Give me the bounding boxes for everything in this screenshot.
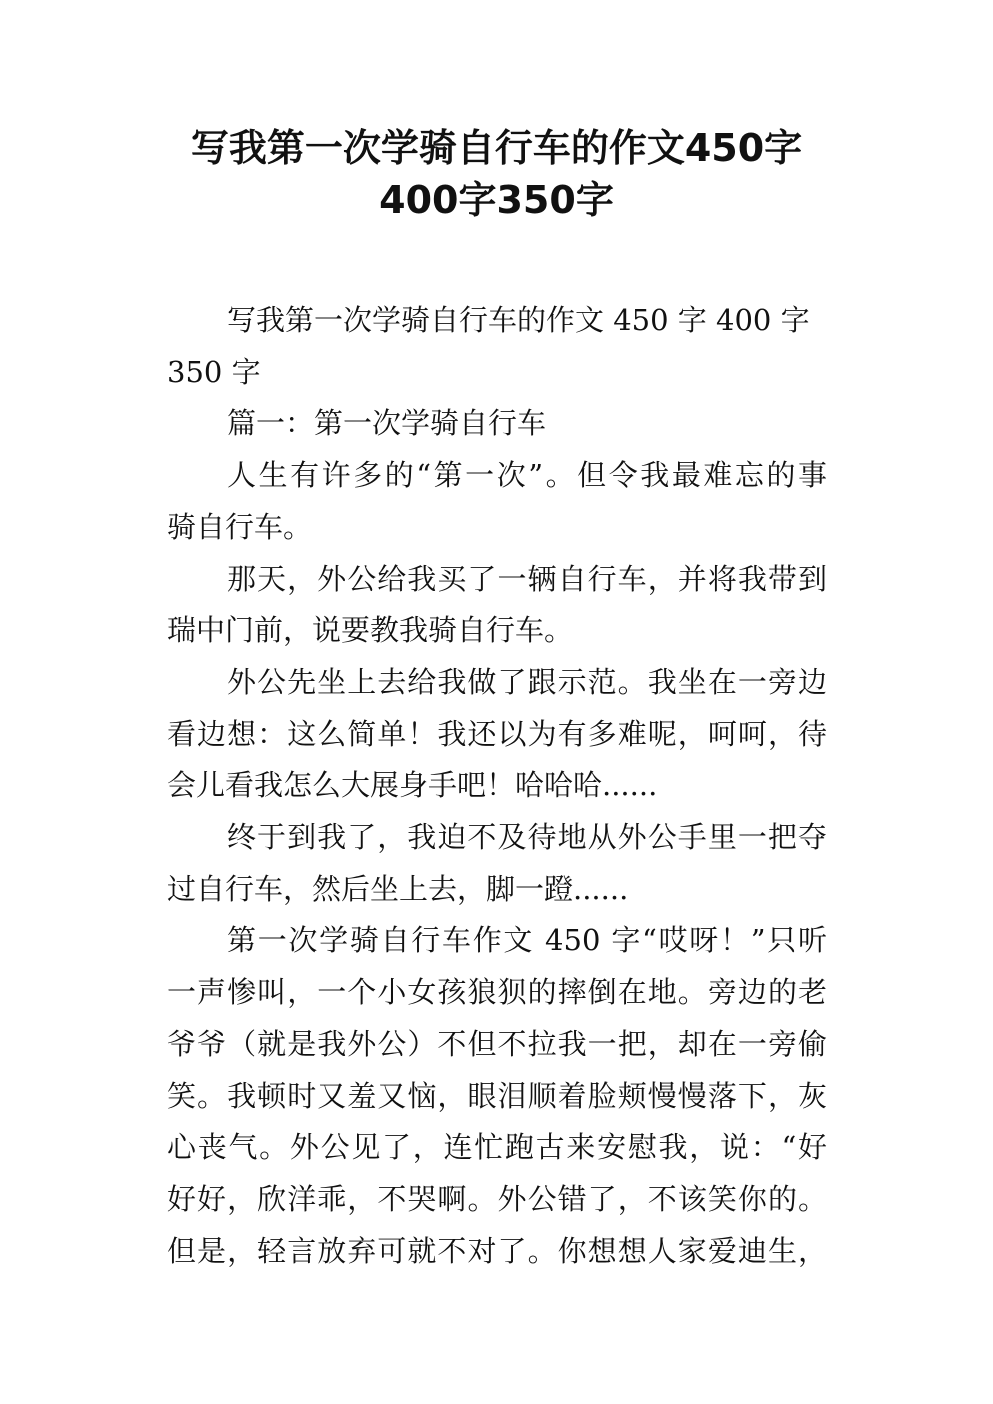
body-text-line: 第一次学骑自行车作文 450 字“哎呀！”只听	[227, 923, 827, 958]
body-text-line: 终于到我了，我迫不及待地从外公手里一把夺	[227, 820, 827, 854]
body-text-line: 笑。我顿时又羞又恼，眼泪顺着脸颊慢慢落下，灰	[167, 1078, 827, 1113]
body-text-line: 那天，外公给我买了一辆自行车，并将我带到	[227, 561, 827, 596]
body-text-line: 写我第一次学骑自行车的作文 450 字 400 字	[227, 303, 810, 337]
document-title-line-1: 写我第一次学骑自行车的作文450字	[190, 126, 803, 170]
body-text-line: 一声惨叫，一个小女孩狼狈的摔倒在地。旁边的老	[167, 975, 827, 1010]
body-text-line: 350 字	[167, 354, 261, 389]
body-text-line: 但是，轻言放弃可就不对了。你想想人家爱迪生，	[167, 1233, 827, 1268]
body-text-line: 看边想：这么简单！我还以为有多难呢，呵呵，待	[167, 716, 827, 751]
body-text-line: 过自行车，然后坐上去，脚一蹬......	[167, 871, 629, 906]
body-text-line: 骑自行车。	[167, 509, 313, 544]
body-text-line: 瑞中门前，说要教我骑自行车。	[167, 613, 574, 648]
body-text-line: 人生有许多的“第一次”。但令我最难忘的事	[227, 458, 827, 493]
body-text-line: 好好，欣洋乖，不哭啊。外公错了，不该笑你的。	[167, 1181, 827, 1216]
body-text-line: 会儿看我怎么大展身手吧！哈哈哈......	[167, 768, 658, 803]
body-text-line: 篇一：第一次学骑自行车	[227, 406, 547, 441]
body-text-line: 外公先坐上去给我做了跟示范。我坐在一旁边	[227, 664, 827, 699]
body-text-line: 心丧气。外公见了，连忙跑古来安慰我，说：“好	[167, 1130, 827, 1165]
body-text-line: 爷爷（就是我外公）不但不拉我一把，却在一旁偷	[167, 1026, 827, 1061]
document-title-line-2: 400字350字	[379, 178, 614, 222]
